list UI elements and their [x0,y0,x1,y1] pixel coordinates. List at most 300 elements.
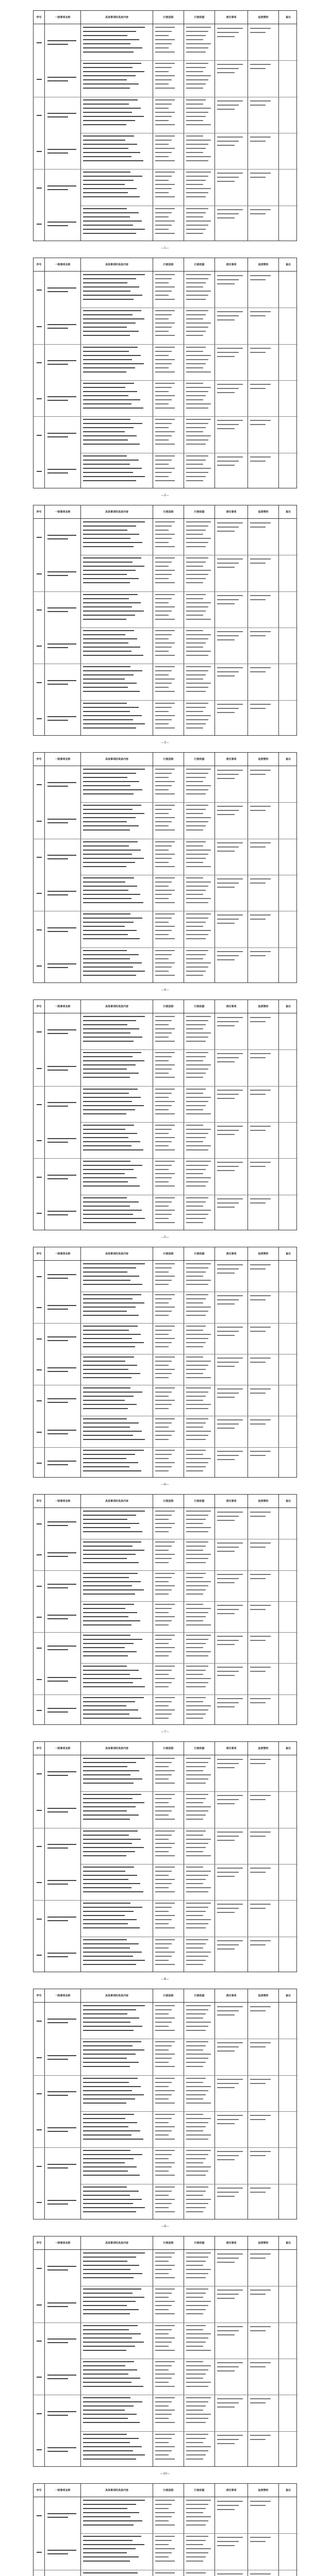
cell-text [250,141,266,142]
row-divider [81,380,298,381]
cell-text [83,727,136,728]
cell-text [186,2536,208,2537]
cell-text [217,2537,243,2538]
cell-text [155,1839,169,1840]
cell-text [186,1875,208,1876]
cell-text [186,674,206,675]
cell-text [250,1759,271,1760]
cell-text [186,2361,203,2362]
cell-text [155,1338,175,1339]
cell-text [217,851,235,852]
cell-text [186,476,206,477]
cell-text [83,2045,133,2046]
cell-text [217,1198,243,1199]
cell-text [186,2265,203,2266]
cell-text [217,1948,235,1950]
cell-text [155,1089,175,1090]
cell-text [83,144,137,145]
row-divider [34,344,298,345]
cell-text [47,1102,76,1103]
cell-text [83,2450,133,2451]
cell-text [47,400,68,401]
cell-text [83,2094,144,2095]
cell-text [37,1648,42,1649]
cell-text [83,1173,125,1174]
cell-text [186,1137,206,1138]
cell-text [83,1511,145,1512]
cell-text [83,1604,134,1605]
cell-text [47,967,68,968]
cell-text [250,388,266,389]
cell-text [186,188,211,189]
cell-text [83,192,128,193]
cell-text [83,83,139,84]
cell-text [155,1298,172,1299]
cell-text [83,1762,136,1763]
column-header: 责任事项 [215,1742,248,1755]
cell-text [155,598,172,599]
cell-text [83,1541,141,1543]
cell-text [250,1268,266,1269]
cell-text [250,1667,271,1668]
cell-text [186,2054,211,2055]
cell-text [155,1133,169,1134]
column-header: 行使层级 [153,753,184,766]
cell-text [155,1798,172,1799]
cell-text [186,2045,206,2046]
cell-text [83,958,130,959]
cell-text [217,806,243,807]
column-divider [214,272,215,488]
cell-text [155,1527,172,1528]
cell-text [47,1646,76,1647]
document-page [33,505,297,757]
cell-text [83,2022,130,2023]
cell-text [186,606,208,607]
cell-text [250,173,271,174]
row-divider [34,1086,298,1087]
cell-text [155,781,175,782]
cell-text [186,538,211,539]
column-header: 序号 [34,1742,45,1755]
cell-text [155,715,175,716]
cell-text [186,821,208,822]
cell-text [83,850,141,851]
cell-text [155,723,169,724]
cell-text [83,2459,136,2460]
cell-text [217,770,243,771]
cell-text [186,2098,203,2099]
cell-text [83,691,140,692]
cell-text [155,651,169,652]
cell-text [155,1435,172,1436]
cell-text [83,2114,134,2115]
cell-text [83,2434,127,2435]
cell-text [83,1674,130,1675]
cell-text [83,476,145,477]
cell-text [83,282,127,283]
cell-text [47,2342,68,2343]
cell-text [155,1052,175,1053]
cell-text [217,1799,239,1800]
cell-text [83,2454,145,2455]
column-header: 行使依据 [184,1742,215,1755]
cell-text [83,1201,139,1202]
cell-text [155,2103,175,2104]
cell-text [83,1783,134,1784]
cell-text [186,1519,206,1520]
cell-text [155,135,175,137]
cell-text [186,88,203,89]
cell-text [186,2090,208,2091]
cell-text [83,2301,136,2302]
cell-text [83,2041,141,2042]
cell-text [186,1387,211,1388]
cell-text [83,1879,128,1880]
cell-text [83,2211,136,2212]
cell-text [250,177,266,178]
cell-text [83,1705,126,1706]
cell-text [83,930,137,931]
cell-text [83,1439,145,1440]
cell-text [186,1439,206,1440]
cell-text [155,1558,172,1559]
column-header: 行使依据 [184,2484,215,2497]
cell-text [155,286,175,287]
cell-text [186,2369,208,2370]
cell-text [37,2202,42,2203]
cell-text [83,578,139,579]
cell-text [186,383,203,384]
cell-text [186,1527,211,1528]
cell-text [155,703,175,704]
cell-text [83,1867,134,1868]
cell-text [186,546,206,547]
cell-text [186,2504,208,2505]
cell-text [47,1461,76,1462]
cell-text [155,1377,169,1378]
cell-text [217,842,243,843]
cell-text [155,785,172,786]
cell-text [186,638,208,639]
cell-text [83,2005,145,2006]
column-header: 序号 [34,2484,45,2497]
cell-text [155,455,175,456]
cell-text [155,882,172,883]
cell-text [83,1161,130,1162]
cell-text [83,43,130,44]
cell-text [37,2268,42,2269]
cell-text [155,2438,172,2439]
cell-text [186,2211,203,2212]
cell-text [47,607,76,608]
cell-text [155,1891,175,1892]
column-header: 具体事项的具体内容 [81,1495,153,1508]
cell-text [47,360,76,361]
cell-text [186,1964,203,1965]
cell-text [155,1177,172,1178]
cell-text [186,1311,208,1312]
column-header: 备注 [285,1252,291,1256]
cell-text [250,1126,271,1127]
cell-text [155,606,175,607]
cell-text [83,2504,136,2505]
cell-text [47,891,76,892]
cell-text [83,1655,128,1656]
cell-text [155,1647,175,1648]
cell-text [47,1525,68,1526]
column-header: 一级事项名称 [45,1247,81,1261]
cell-text [37,1338,42,1340]
cell-text [37,2552,42,2553]
cell-text [155,476,169,477]
cell-text [155,1819,175,1820]
cell-text [155,2098,169,2099]
cell-text [83,455,127,456]
column-divider [80,2250,81,2466]
cell-text [155,2187,175,2188]
cell-text [47,116,68,117]
cell-text [186,27,211,28]
column-divider [44,1013,45,1230]
cell-text [217,1264,243,1265]
cell-text [155,2094,172,2095]
cell-text [37,1554,42,1555]
cell-text [250,914,271,916]
cell-text [37,609,42,611]
cell-text [186,144,208,145]
cell-text [155,1458,169,1459]
cell-text [83,2191,139,2192]
cell-text [47,1649,68,1650]
cell-text [83,399,140,400]
cell-text [155,1267,172,1268]
cell-text [83,1815,139,1816]
cell-text [83,1408,128,1409]
column-divider [214,2250,215,2466]
cell-text [217,1366,235,1367]
cell-text [186,2134,211,2136]
cell-text [155,1718,169,1719]
cell-text [155,2516,172,2517]
column-header: 行使依据 [184,1495,215,1508]
column-divider [214,24,215,241]
cell-text [217,1840,235,1841]
cell-text [186,286,203,287]
cell-text [217,137,243,138]
cell-text [83,310,141,311]
cell-text [155,1964,175,1965]
cell-text [217,1675,235,1676]
cell-text [186,1373,203,1374]
cell-text [83,1361,125,1362]
cell-text [83,1678,142,1679]
cell-text [83,1181,128,1182]
cell-text [186,2337,208,2338]
cell-text [186,423,208,424]
cell-text [250,456,271,457]
cell-text [83,1466,129,1467]
cell-text [83,1165,142,1166]
cell-text [83,918,142,919]
cell-text [186,148,206,149]
cell-text [250,1671,266,1672]
cell-text [83,1875,137,1876]
cell-text [155,1125,175,1126]
cell-text [155,2277,175,2278]
cell-text [47,611,68,612]
cell-text [83,785,130,786]
cell-text [37,1882,42,1883]
cell-text [83,1177,137,1178]
cell-text [155,1678,175,1679]
cell-text [250,1057,266,1058]
cell-text [155,367,169,368]
cell-text [217,2541,239,2542]
cell-text [47,1615,76,1616]
cell-text [186,1960,206,1961]
cell-text [186,2086,211,2087]
cell-text [155,2556,169,2557]
cell-text [83,2512,139,2513]
cell-text [155,295,169,296]
cell-text [83,854,132,855]
cell-text [186,1458,211,1459]
cell-text [83,962,142,963]
cell-text [186,2126,206,2127]
cell-text [47,2415,68,2416]
cell-text [186,2378,203,2379]
cell-text [186,2556,206,2557]
cell-text [155,926,175,927]
cell-text [186,1778,208,1780]
cell-text [186,1541,208,1543]
cell-text [155,1181,169,1182]
cell-text [250,1574,271,1575]
cell-text [250,424,266,425]
cell-text [186,1181,208,1182]
cell-text [155,439,169,440]
cell-text [83,1052,141,1053]
cell-text [186,1206,203,1207]
cell-text [186,2397,211,2398]
column-divider [214,1013,215,1230]
cell-text [155,630,175,631]
cell-text [83,2078,138,2079]
cell-text [155,2365,172,2366]
cell-text [250,2505,266,2506]
cell-text [83,655,143,656]
cell-text [155,1145,169,1146]
cell-text [155,1418,175,1419]
cell-text [47,819,76,820]
cell-text [217,392,235,393]
cell-text [250,806,271,807]
cell-text [186,2508,206,2509]
cell-text [155,1408,169,1409]
cell-text [155,1206,169,1207]
cell-text [250,667,271,668]
cell-text [186,2058,208,2059]
cell-text [217,1130,239,1131]
cell-text [83,291,130,292]
cell-text [155,2301,175,2302]
cell-text [186,526,208,527]
cell-text [155,922,169,923]
cell-text [83,2561,130,2562]
cell-text [186,2195,203,2196]
cell-text [217,1362,239,1363]
cell-text [155,148,175,149]
cell-text [250,2258,266,2259]
cell-text [217,914,243,916]
cell-text [47,472,68,473]
cell-text [83,1387,130,1388]
cell-text [155,2422,175,2423]
cell-text [83,327,127,328]
cell-text [186,387,211,388]
cell-text [83,1037,142,1038]
column-divider [80,1508,81,1724]
cell-text [250,1799,266,1800]
cell-text [47,1178,68,1179]
cell-text [250,1295,271,1296]
cell-text [250,1512,271,1513]
cell-text [155,1573,175,1574]
cell-text [217,100,243,101]
cell-text [186,79,208,80]
cell-text [155,1943,172,1944]
cell-text [155,1315,169,1316]
cell-text [155,460,172,461]
cell-text [83,687,128,688]
cell-text [47,684,68,685]
cell-text [155,2090,175,2091]
cell-text [83,1585,132,1586]
cell-text [186,1956,208,1957]
row-divider [34,2075,298,2076]
cell-text [155,1806,175,1807]
cell-text [186,2030,206,2031]
cell-text [83,2009,136,2010]
cell-text [186,152,203,153]
cell-text [186,1365,208,1366]
cell-text [217,778,235,779]
cell-text [155,2203,172,2204]
cell-text [186,1392,208,1393]
cell-text [186,1915,203,1916]
cell-text [47,324,76,325]
cell-text [155,534,175,535]
cell-text [47,927,76,928]
cell-text [37,2021,42,2022]
cell-text [155,282,169,283]
cell-text [186,2191,206,2192]
cell-text [155,1562,169,1563]
cell-text [47,931,68,932]
cell-text [83,1883,140,1884]
cell-text [83,2054,136,2055]
cell-text [155,634,172,635]
cell-text [217,522,243,523]
cell-text [155,1105,172,1106]
cell-text [250,1908,266,1909]
column-header: 具体事项的具体内容 [81,2484,153,2497]
cell-text [47,222,76,223]
cell-text [37,1213,42,1214]
cell-text [83,703,127,704]
cell-text [83,630,134,631]
